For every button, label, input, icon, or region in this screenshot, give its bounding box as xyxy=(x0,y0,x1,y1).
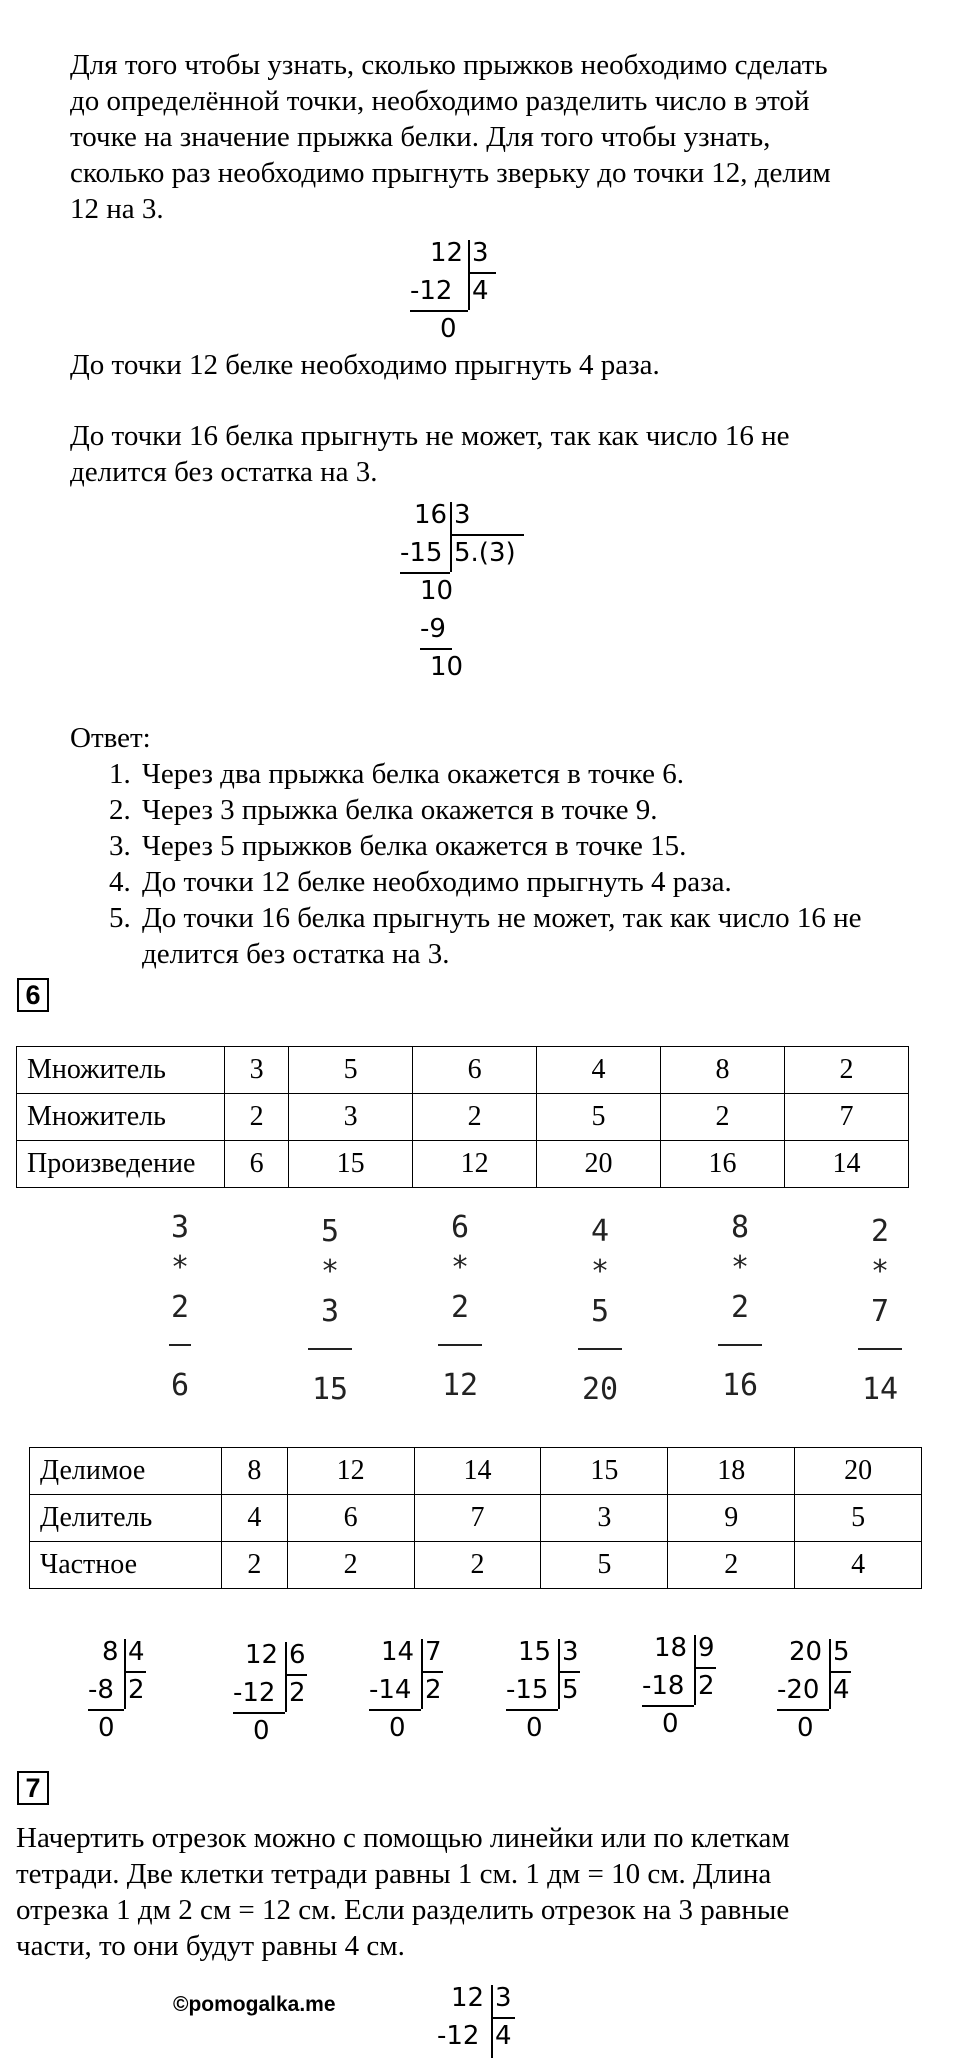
division-bar xyxy=(468,240,470,310)
mult-column xyxy=(150,1208,210,1406)
quotient: 2 xyxy=(128,1675,145,1705)
dividend: 12 xyxy=(451,1983,485,2013)
subtrahend: -12 xyxy=(437,2021,480,2051)
remainder: 0 xyxy=(98,1713,115,1743)
table-cell: 2 xyxy=(222,1542,288,1589)
table-cell: 5 xyxy=(541,1542,668,1589)
result-line xyxy=(438,1344,482,1346)
result-line xyxy=(578,1348,622,1350)
factor-a: 3 xyxy=(170,1210,190,1245)
operator: * xyxy=(320,1254,340,1289)
remainder: 0 xyxy=(662,1709,679,1739)
divisor-underline xyxy=(468,272,496,274)
subtraction-line xyxy=(233,1712,285,1714)
divisor: 9 xyxy=(698,1633,715,1663)
table-cell: 3 xyxy=(289,1094,413,1141)
table-cell: 3 xyxy=(225,1047,289,1094)
small-division xyxy=(777,1637,867,1757)
divisor: 3 xyxy=(472,238,489,268)
row-label: Множитель xyxy=(17,1094,225,1141)
dividend: 8 xyxy=(102,1637,119,1667)
subtraction-line xyxy=(777,1709,829,1711)
subtraction-line xyxy=(88,1709,124,1711)
intro-line: сколько раз необходимо прыгнуть зверьку до точки 12, делим xyxy=(70,157,831,189)
result-line xyxy=(308,1348,352,1350)
dividend: 14 xyxy=(381,1637,415,1667)
dividend: 16 xyxy=(414,500,448,530)
table-cell: 5 xyxy=(289,1047,413,1094)
subtrahend: -20 xyxy=(777,1675,820,1705)
long-division-16-3 xyxy=(400,500,550,680)
subtraction-line xyxy=(506,1709,558,1711)
divisor-underline xyxy=(450,534,524,536)
subtrahend: -8 xyxy=(88,1675,114,1705)
divisor-underline xyxy=(124,1671,146,1673)
dividend: 12 xyxy=(245,1640,279,1670)
table-cell: 4 xyxy=(537,1047,661,1094)
task-number-7: 7 xyxy=(17,1771,49,1805)
task7-line: отрезка 1 дм 2 см = 12 см. Если разделить отрезок на 3 равные xyxy=(16,1894,790,1926)
table-cell: 14 xyxy=(785,1141,909,1188)
quotient: 2 xyxy=(698,1671,715,1701)
table-row xyxy=(30,1542,922,1589)
result-line xyxy=(718,1344,762,1346)
table-row xyxy=(30,1495,922,1542)
factor-b: 2 xyxy=(450,1290,470,1325)
division-bar xyxy=(285,1642,287,1712)
divisor: 3 xyxy=(454,500,471,530)
small-division xyxy=(506,1637,596,1757)
mult-column xyxy=(850,1212,910,1410)
table-cell: 2 xyxy=(668,1542,795,1589)
divisor-underline xyxy=(558,1671,580,1673)
intro-line: Для того чтобы узнать, сколько прыжков необходимо сделать xyxy=(70,49,828,81)
remainder: 0 xyxy=(526,1713,543,1743)
table-cell: 2 xyxy=(661,1094,785,1141)
product: 14 xyxy=(861,1372,899,1407)
table-cell: 16 xyxy=(661,1141,785,1188)
table-cell: 12 xyxy=(287,1448,414,1495)
quotient: 4 xyxy=(833,1675,850,1705)
table-cell: 14 xyxy=(414,1448,541,1495)
multiplication-table xyxy=(16,1046,909,1188)
quotient: 2 xyxy=(425,1675,442,1705)
intro-line: до определённой точки, необходимо разделить число в этой xyxy=(70,85,810,117)
divisor: 4 xyxy=(128,1637,145,1667)
divisor: 7 xyxy=(425,1637,442,1667)
factor-b: 7 xyxy=(870,1294,890,1329)
product: 15 xyxy=(311,1372,349,1407)
dividend: 20 xyxy=(789,1637,823,1667)
table-cell: 15 xyxy=(289,1141,413,1188)
table-cell: 7 xyxy=(785,1094,909,1141)
mult-column xyxy=(570,1212,630,1410)
subtrahend-2: -9 xyxy=(420,614,446,644)
subtraction-line-2 xyxy=(420,648,452,650)
task7-line: тетради. Две клетки тетради равны 1 см. 1 дм = 10 см. Длина xyxy=(16,1858,772,1890)
small-division xyxy=(642,1633,732,1753)
result-line xyxy=(169,1344,191,1346)
factor-b: 2 xyxy=(170,1290,190,1325)
answer-item: 3. Через 5 прыжков белка окажется в точке 15. xyxy=(138,828,958,864)
table-cell: 3 xyxy=(541,1495,668,1542)
answer-label: Ответ: xyxy=(70,722,151,754)
table-cell: 9 xyxy=(668,1495,795,1542)
operator: * xyxy=(730,1250,750,1285)
table-row xyxy=(30,1448,922,1495)
table-cell: 4 xyxy=(222,1495,288,1542)
subtrahend: -15 xyxy=(506,1675,549,1705)
mult-column xyxy=(300,1212,360,1410)
table-cell: 15 xyxy=(541,1448,668,1495)
table-cell: 6 xyxy=(287,1495,414,1542)
answer-item: 1. Через два прыжка белка окажется в точке 6. xyxy=(138,756,958,792)
row-label: Делимое xyxy=(30,1448,222,1495)
factor-a: 8 xyxy=(730,1210,750,1245)
remainder: 0 xyxy=(797,1713,814,1743)
answer-list xyxy=(92,756,958,972)
factor-a: 5 xyxy=(320,1214,340,1249)
division-bar xyxy=(450,502,452,572)
remainder-2: 10 xyxy=(430,652,464,682)
dividend: 12 xyxy=(430,238,464,268)
factor-b: 5 xyxy=(590,1294,610,1329)
subtraction-line xyxy=(369,1709,421,1711)
answer-item: 4. До точки 12 белке необходимо прыгнуть 4 раза. xyxy=(138,864,958,900)
division-bar xyxy=(829,1639,831,1709)
table-cell: 2 xyxy=(225,1094,289,1141)
product: 20 xyxy=(581,1372,619,1407)
division-table xyxy=(29,1447,922,1589)
factor-a: 6 xyxy=(450,1210,470,1245)
intro-line: 12 на 3. xyxy=(70,193,164,225)
subtraction-line xyxy=(410,310,468,312)
table-cell: 6 xyxy=(413,1047,537,1094)
table-cell: 2 xyxy=(785,1047,909,1094)
paragraph-16-line: До точки 16 белка прыгнуть не может, так как число 16 не xyxy=(70,420,790,452)
task7-line: Начертить отрезок можно с помощью линейки или по клеткам xyxy=(16,1822,790,1854)
task7-line: части, то они будут равны 4 см. xyxy=(16,1930,405,1962)
row-label: Множитель xyxy=(17,1047,225,1094)
row-label: Частное xyxy=(30,1542,222,1589)
table-cell: 12 xyxy=(413,1141,537,1188)
table-cell: 7 xyxy=(414,1495,541,1542)
table-row xyxy=(17,1141,909,1188)
subtrahend: -18 xyxy=(642,1671,685,1701)
quotient: 4 xyxy=(472,276,489,306)
answer-item: 5. До точки 16 белка прыгнуть не может, так как число 16 не делится без остатка на 3. xyxy=(138,900,912,972)
factor-a: 4 xyxy=(590,1214,610,1249)
remainder: 10 xyxy=(420,576,454,606)
dividend: 18 xyxy=(654,1633,688,1663)
table-cell: 4 xyxy=(795,1542,922,1589)
row-label: Произведение xyxy=(17,1141,225,1188)
quotient: 2 xyxy=(289,1678,306,1708)
remainder: 0 xyxy=(440,314,457,344)
table-cell: 20 xyxy=(537,1141,661,1188)
operator: * xyxy=(870,1254,890,1289)
table-cell: 6 xyxy=(225,1141,289,1188)
quotient: 5.(3) xyxy=(454,538,516,568)
subtrahend: -15 xyxy=(400,538,443,568)
subtraction-line xyxy=(642,1705,694,1707)
remainder: 0 xyxy=(253,1716,270,1746)
divisor-underline xyxy=(829,1671,851,1673)
divisor: 5 xyxy=(833,1637,850,1667)
divisor: 6 xyxy=(289,1640,306,1670)
result-line xyxy=(858,1348,902,1350)
watermark: ©pomogalka.me xyxy=(173,1993,336,2016)
operator: * xyxy=(450,1250,470,1285)
product: 16 xyxy=(721,1368,759,1403)
paragraph-16-line: делится без остатка на 3. xyxy=(70,456,378,488)
small-division xyxy=(369,1637,459,1757)
table-row xyxy=(17,1094,909,1141)
division-bar xyxy=(124,1639,126,1709)
division-bar xyxy=(491,1985,493,2058)
small-division xyxy=(88,1637,158,1757)
operator: * xyxy=(170,1250,190,1285)
factor-b: 2 xyxy=(730,1290,750,1325)
result-12-text: До точки 12 белке необходимо прыгнуть 4 раза. xyxy=(70,349,660,381)
table-cell: 18 xyxy=(668,1448,795,1495)
divisor-underline xyxy=(694,1667,716,1669)
division-bar xyxy=(558,1639,560,1709)
table-cell: 2 xyxy=(414,1542,541,1589)
divisor-underline xyxy=(421,1671,443,1673)
long-division-12-3 xyxy=(410,238,520,348)
division-bar xyxy=(694,1635,696,1705)
remainder: 0 xyxy=(389,1713,406,1743)
quotient: 5 xyxy=(562,1675,579,1705)
long-division-final xyxy=(437,1983,537,2058)
intro-line: точке на значение прыжка белки. Для того чтобы узнать, xyxy=(70,121,771,153)
subtrahend: -12 xyxy=(410,276,453,306)
operator: * xyxy=(590,1254,610,1289)
task-number-6: 6 xyxy=(17,978,49,1012)
factor-a: 2 xyxy=(870,1214,890,1249)
divisor-underline xyxy=(285,1674,307,1676)
table-cell: 20 xyxy=(795,1448,922,1495)
table-row xyxy=(17,1047,909,1094)
subtraction-line xyxy=(400,572,450,574)
small-division xyxy=(233,1640,323,1760)
row-label: Делитель xyxy=(30,1495,222,1542)
table-cell: 8 xyxy=(661,1047,785,1094)
table-cell: 2 xyxy=(287,1542,414,1589)
table-cell: 5 xyxy=(795,1495,922,1542)
table-cell: 8 xyxy=(222,1448,288,1495)
factor-b: 3 xyxy=(320,1294,340,1329)
subtrahend: -12 xyxy=(233,1678,276,1708)
mult-column xyxy=(430,1208,490,1406)
table-cell: 5 xyxy=(537,1094,661,1141)
product: 6 xyxy=(170,1368,190,1403)
quotient: 4 xyxy=(495,2021,512,2051)
divisor-underline xyxy=(491,2017,515,2019)
table-cell: 2 xyxy=(413,1094,537,1141)
answer-item: 2. Через 3 прыжка белка окажется в точке 9. xyxy=(138,792,958,828)
divisor: 3 xyxy=(562,1637,579,1667)
division-bar xyxy=(421,1639,423,1709)
product: 12 xyxy=(441,1368,479,1403)
dividend: 15 xyxy=(518,1637,552,1667)
subtrahend: -14 xyxy=(369,1675,412,1705)
mult-column xyxy=(710,1208,770,1406)
divisor: 3 xyxy=(495,1983,512,2013)
